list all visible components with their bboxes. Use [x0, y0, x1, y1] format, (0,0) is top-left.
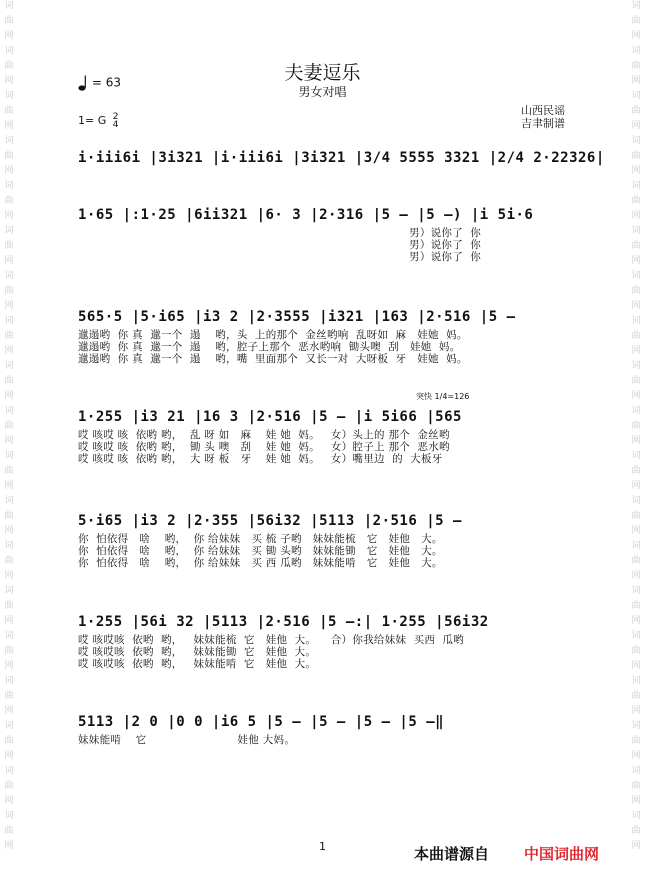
watermark-glyph: 词	[631, 586, 641, 596]
watermark-glyph: 网	[631, 661, 641, 671]
watermark-glyph: 词	[4, 181, 14, 191]
watermark-glyph: 曲	[4, 646, 14, 656]
watermark-glyph: 词	[631, 316, 641, 326]
watermark-glyph: 网	[4, 211, 14, 221]
watermark-glyph: 曲	[631, 736, 641, 746]
watermark-glyph: 网	[631, 436, 641, 446]
watermark-glyph: 词	[4, 766, 14, 776]
watermark-glyph: 网	[631, 481, 641, 491]
watermark-glyph: 曲	[4, 331, 14, 341]
watermark-glyph: 曲	[4, 466, 14, 476]
time-top: 2	[112, 112, 119, 122]
tempo-change: 突快 1/4=126	[416, 392, 470, 401]
watermark-glyph: 词	[631, 496, 641, 506]
watermark-glyph: 曲	[631, 241, 641, 251]
key-signature	[78, 113, 118, 129]
lyric-verse-3: 男）说你了 你	[78, 251, 482, 263]
watermark-glyph: 词	[4, 496, 14, 506]
watermark-glyph: 网	[631, 571, 641, 581]
time-bottom: 4	[112, 120, 119, 130]
score-line-7	[78, 711, 570, 746]
watermark-glyph: 网	[4, 706, 14, 716]
watermark-glyph: 网	[4, 346, 14, 356]
watermark-glyph: 曲	[4, 421, 14, 431]
watermark-glyph: 网	[631, 346, 641, 356]
lyric-verse-1: 你 怕依得 啥 哟， 你 给妹妹 买 梳 子哟 妹妹能梳 它 娃他 大。	[78, 533, 443, 545]
watermark-glyph: 网	[631, 31, 641, 41]
watermark-glyph: 曲	[631, 16, 641, 26]
song-title: 夫妻逗乐	[284, 62, 361, 84]
watermark-glyph: 曲	[631, 421, 641, 431]
lyric-verse-1: 哎 咳哎 咳 依哟 哟， 乱 呀 如 麻 娃 她 妈。 女）头上的 那个 金丝哟	[78, 429, 450, 441]
watermark-glyph: 曲	[4, 826, 14, 836]
watermark-glyph: 曲	[631, 331, 641, 341]
watermark-glyph: 词	[4, 631, 14, 641]
watermark-glyph: 曲	[631, 376, 641, 386]
notation: 1·65 |:1·25 |6ii321 |6· 3 |2·316 |5 — |5 —) |i 5i·6	[78, 207, 534, 223]
watermark-glyph: 曲	[631, 826, 641, 836]
lyric-verse-3: 哎 咳哎咳 依哟 哟， 妹妹能啃 它 娃他 大。	[78, 658, 317, 670]
watermark-glyph: 曲	[4, 196, 14, 206]
brand-logo[interactable]: 中国词曲网	[524, 845, 600, 863]
watermark-glyph: 网	[4, 841, 14, 851]
watermark-glyph: 网	[631, 616, 641, 626]
watermark-left	[2, 0, 16, 891]
notation: i·iii6i |3i321 |i·iii6i |3i321 |3/4 5555 3321 |2/4 2·22326|	[78, 150, 605, 166]
watermark-glyph: 曲	[4, 151, 14, 161]
watermark-glyph: 网	[4, 751, 14, 761]
watermark-glyph: 词	[631, 1, 641, 11]
watermark-glyph: 词	[4, 46, 14, 56]
watermark-glyph: 曲	[4, 16, 14, 26]
watermark-glyph: 网	[4, 76, 14, 86]
tempo-value: = 63	[91, 75, 121, 90]
watermark-right	[629, 0, 643, 891]
lyric-verse-1: 妹妹能啃 它 娃他 大妈。	[78, 734, 296, 746]
watermark-glyph: 网	[631, 121, 641, 131]
watermark-glyph: 网	[4, 166, 14, 176]
watermark-glyph: 网	[631, 526, 641, 536]
lyric-verse-2: 邋遢哟 你 真 邋一个 遢 哟，腔子上那个 恶水哟响 锄头噢 刮 娃她 妈。	[78, 341, 461, 353]
notation: 1·255 |56i 32 |5113 |2·516 |5 —:| 1·255 |56i32	[78, 614, 489, 630]
watermark-glyph: 词	[631, 451, 641, 461]
watermark-glyph: 曲	[631, 511, 641, 521]
song-subtitle: 男女对唱	[298, 85, 347, 99]
watermark-glyph: 网	[4, 256, 14, 266]
watermark-glyph: 词	[4, 541, 14, 551]
watermark-glyph: 网	[4, 526, 14, 536]
watermark-glyph: 网	[4, 31, 14, 41]
watermark-glyph: 词	[4, 451, 14, 461]
watermark-glyph: 词	[4, 586, 14, 596]
watermark-glyph: 词	[631, 181, 641, 191]
watermark-glyph: 网	[631, 76, 641, 86]
page-number: 1	[319, 840, 326, 853]
watermark-glyph: 曲	[4, 691, 14, 701]
watermark-glyph: 网	[631, 841, 641, 851]
notation: 5113 |2 0 |0 0 |i6 5 |5 — |5 — |5 — |5 —‖	[78, 714, 445, 730]
lyric-verse-2: 哎 咳哎咳 依哟 哟， 妹妹能锄 它 娃他 大。	[78, 646, 317, 658]
watermark-glyph: 网	[631, 301, 641, 311]
watermark-glyph: 曲	[631, 466, 641, 476]
score-line-6	[78, 611, 570, 670]
watermark-glyph: 词	[4, 136, 14, 146]
watermark-glyph: 曲	[631, 646, 641, 656]
watermark-glyph: 词	[631, 721, 641, 731]
lyric-verse-1: 男）说你了 你	[78, 227, 482, 239]
watermark-glyph: 词	[4, 406, 14, 416]
score-line-1	[78, 147, 605, 170]
time-signature	[113, 113, 119, 129]
watermark-glyph: 曲	[4, 61, 14, 71]
watermark-glyph: 词	[631, 406, 641, 416]
watermark-glyph: 曲	[631, 556, 641, 566]
watermark-glyph: 词	[631, 676, 641, 686]
lyric-verse-2: 哎 咳哎 咳 依哟 哟， 锄 头 噢 刮 娃 她 妈。 女）腔子上 那个 恶水哟	[78, 441, 450, 453]
watermark-glyph: 网	[4, 391, 14, 401]
watermark-glyph: 网	[631, 256, 641, 266]
arranger-credit: 吉聿制谱	[521, 117, 565, 130]
watermark-glyph: 曲	[4, 106, 14, 116]
score-line-5	[78, 510, 570, 569]
watermark-glyph: 网	[631, 706, 641, 716]
watermark-glyph: 网	[4, 301, 14, 311]
watermark-glyph: 曲	[4, 286, 14, 296]
watermark-glyph: 网	[4, 616, 14, 626]
watermark-glyph: 曲	[631, 691, 641, 701]
watermark-glyph: 词	[4, 226, 14, 236]
watermark-glyph: 网	[4, 436, 14, 446]
lyric-verse-3: 哎 咳哎 咳 依哟 哟， 大 呀 板 牙 娃 她 妈。 女）嘴里边 的 大板牙	[78, 453, 443, 465]
watermark-glyph: 词	[4, 361, 14, 371]
watermark-glyph: 曲	[4, 511, 14, 521]
watermark-glyph: 词	[631, 91, 641, 101]
watermark-glyph: 网	[4, 661, 14, 671]
watermark-glyph: 曲	[631, 601, 641, 611]
watermark-glyph: 词	[631, 811, 641, 821]
watermark-glyph: 词	[631, 766, 641, 776]
watermark-glyph: 网	[631, 211, 641, 221]
watermark-glyph: 网	[4, 121, 14, 131]
watermark-glyph: 词	[4, 1, 14, 11]
watermark-glyph: 词	[631, 46, 641, 56]
watermark-glyph: 网	[4, 481, 14, 491]
watermark-glyph: 词	[631, 271, 641, 281]
lyric-verse-1: 哎 咳哎咳 依哟 哟， 妹妹能梳 它 娃他 大。 合）你我给妹妹 买西 瓜哟	[78, 634, 465, 646]
score-line-4	[78, 406, 570, 465]
watermark-glyph: 词	[4, 316, 14, 326]
lyric-verse-3: 你 怕依得 啥 哟， 你 给妹妹 买 西 瓜哟 妹妹能啃 它 娃他 大。	[78, 557, 443, 569]
watermark-glyph: 网	[631, 166, 641, 176]
lyric-verse-3: 邋遢哟 你 真 邋一个 遢 哟，嘴 里面那个 又长一对 大呀板 牙 娃她 妈。	[78, 353, 468, 365]
watermark-glyph: 曲	[4, 781, 14, 791]
score-line-3	[78, 306, 570, 365]
watermark-glyph: 曲	[631, 286, 641, 296]
watermark-glyph: 网	[4, 571, 14, 581]
watermark-glyph: 网	[631, 796, 641, 806]
notation: 1·255 |i3 21 |16 3 |2·516 |5 — |i 5i66 |565	[78, 409, 462, 425]
key-label: 1= G	[78, 114, 107, 127]
watermark-glyph: 词	[4, 721, 14, 731]
lyric-verse-1: 邋遢哟 你 真 邋一个 遢 哟，头 上的那个 金丝哟响 乱呀如 麻 娃她 妈。	[78, 329, 468, 341]
watermark-glyph: 曲	[631, 781, 641, 791]
watermark-glyph: 词	[631, 361, 641, 371]
watermark-glyph: 网	[4, 796, 14, 806]
watermark-glyph: 曲	[4, 241, 14, 251]
watermark-glyph: 网	[631, 751, 641, 761]
source-label: 本曲谱源自	[414, 845, 490, 863]
watermark-glyph: 曲	[631, 61, 641, 71]
watermark-glyph: 词	[4, 271, 14, 281]
tempo-marking	[78, 75, 121, 91]
lyric-verse-2: 男）说你了 你	[78, 239, 482, 251]
watermark-glyph: 曲	[4, 736, 14, 746]
notation: 565·5 |5·i65 |i3 2 |2·3555 |i321 |163 |2·516 |5 —	[78, 309, 516, 325]
notation: 5·i65 |i3 2 |2·355 |56i32 |5113 |2·516 |5 —	[78, 513, 462, 529]
watermark-glyph: 网	[631, 391, 641, 401]
watermark-glyph: 词	[631, 136, 641, 146]
watermark-glyph: 曲	[4, 601, 14, 611]
watermark-glyph: 词	[631, 631, 641, 641]
score-line-2	[78, 204, 570, 263]
watermark-glyph: 词	[4, 811, 14, 821]
watermark-glyph: 词	[4, 676, 14, 686]
watermark-glyph: 曲	[631, 106, 641, 116]
watermark-glyph: 曲	[4, 376, 14, 386]
watermark-glyph: 曲	[631, 151, 641, 161]
watermark-glyph: 词	[631, 541, 641, 551]
quarter-note-icon	[78, 75, 88, 91]
origin-credit: 山西民谣	[521, 104, 565, 117]
watermark-glyph: 词	[631, 226, 641, 236]
watermark-glyph: 词	[4, 91, 14, 101]
watermark-glyph: 曲	[4, 556, 14, 566]
watermark-glyph: 曲	[631, 196, 641, 206]
lyric-verse-2: 你 怕依得 啥 哟， 你 给妹妹 买 锄 头哟 妹妹能锄 它 娃他 大。	[78, 545, 443, 557]
